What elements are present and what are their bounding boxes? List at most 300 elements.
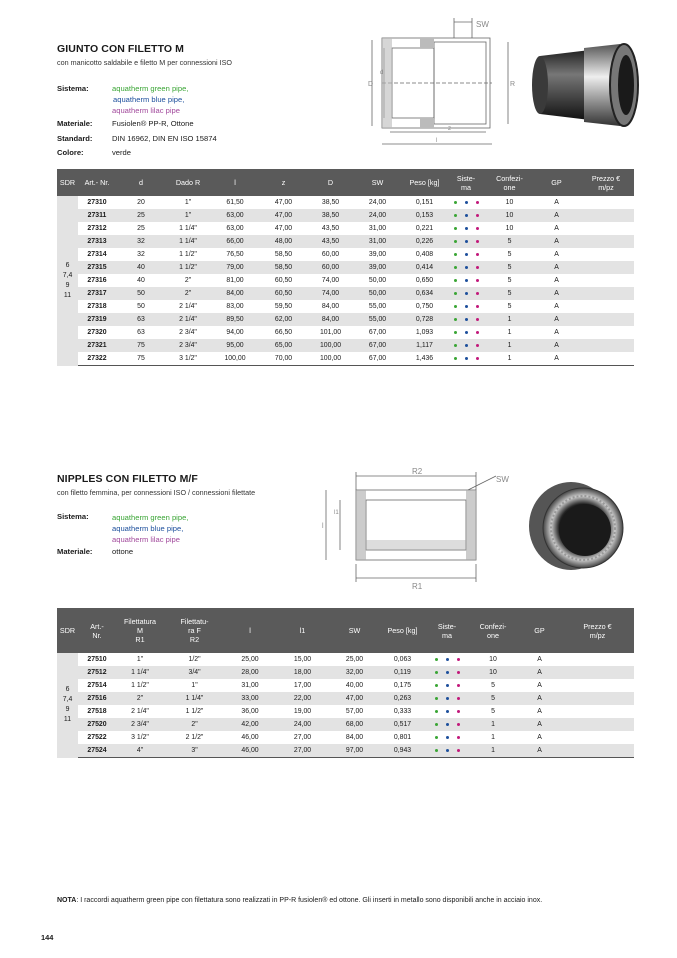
table-cell: 50,00 [354,287,401,300]
table-cell: A [537,656,542,663]
article-number: 27318 [87,303,107,310]
table-cell: 1 [491,734,495,741]
price-cell [578,287,634,300]
table-cell: 0,263 [379,692,426,705]
green-dot-icon [435,749,438,752]
colore-value: verde [112,148,131,157]
table-cell: 1/2" [188,656,201,663]
table-cell: 3" [164,744,225,758]
article-number: 27314 [87,251,107,258]
table-cell: 18,00 [275,666,330,679]
blue-dot-icon [465,331,468,334]
table-cell: 75 [116,339,166,352]
column-header: Siste- ma [448,169,484,196]
table-cell: 1,117 [401,339,448,352]
table-row [57,313,634,326]
table-cell: 0,221 [415,225,434,232]
colore-label: Colore: [57,148,84,157]
green-dot-icon [454,279,457,282]
column-header: GP [535,169,578,196]
table-cell: 19,00 [293,708,312,715]
blue-dot-icon [446,723,449,726]
blue-dot-icon [465,279,468,282]
table-cell: 0,517 [379,718,426,731]
lilac-dot-icon [476,292,479,295]
note-label: NOTA [57,897,77,904]
blue-dot-icon [446,684,449,687]
label-sw2: SW [496,475,509,484]
table-cell: 1 1/2" [166,261,210,274]
sistema-label: Sistema: [57,84,89,93]
table-cell: 68,00 [330,718,379,731]
table-row [57,653,634,666]
table-cell: 67,00 [368,329,387,336]
table-row [57,692,634,705]
table-cell: 60,00 [321,251,340,258]
table-cell: A [535,287,578,300]
green-dot-icon [454,292,457,295]
table-cell: A [554,199,559,206]
sistema-dots [448,326,484,339]
table-cell: 1 [468,744,518,758]
table-cell: 0,728 [401,313,448,326]
page-number: 144 [41,933,54,942]
sistema2-green: aquatherm green pipe, [112,513,189,522]
table-cell: 24,00 [368,199,387,206]
table-cell: 32,00 [330,666,379,679]
sistema-dots [448,248,484,261]
table-cell: 55,00 [354,313,401,326]
article-number: 27316 [87,277,107,284]
table-cell: 2 1/4" [131,708,149,715]
table-cell: 46,00 [225,744,275,758]
green-dot-icon [454,240,457,243]
table-cell: A [537,682,542,689]
lilac-dot-icon [457,710,460,713]
section2-title: NIPPLES CON FILETTO M/F [57,473,198,485]
lilac-dot-icon [476,240,479,243]
green-dot-icon [435,684,438,687]
table-cell: 3 1/2" [166,352,210,366]
table-cell: 63 [137,329,145,336]
column-header: SDR [57,169,78,196]
sdr-value: 9 [65,281,70,289]
table-cell: 61,50 [226,199,244,206]
table-cell: 1 [468,718,518,731]
sistema-dots [448,209,484,222]
article-number: 27311 [78,209,116,222]
lilac-dot-icon [476,305,479,308]
label-r2: R2 [412,467,423,476]
table-cell: 27,00 [293,734,312,741]
table-cell: 101,00 [319,329,342,336]
materiale-value: Fusiolen® PP-R, Ottone [112,119,194,128]
article-number: 27317 [78,287,116,300]
table-cell: A [554,329,559,336]
table-cell: A [518,666,561,679]
table-cell: A [535,235,578,248]
table-cell: 5 [468,692,518,705]
table-cell: 48,00 [260,235,307,248]
table-cell: 3 1/2" [131,734,149,741]
table-cell: 1,436 [401,352,448,366]
table-row [57,209,634,222]
table-cell: 17,00 [293,682,312,689]
table-cell: 5 [491,682,495,689]
table-cell: 50 [137,303,145,310]
table-row [57,261,634,274]
table-cell: 2 3/4" [116,718,164,731]
table-cell: 59,50 [274,303,293,310]
label-r1: R1 [412,582,423,591]
table-cell: 5 [484,261,535,274]
table-row [57,222,634,235]
table-cell: 5 [507,251,512,258]
standard-value: DIN 16962, DIN EN ISO 15874 [112,134,217,143]
table-cell: 50 [116,287,166,300]
table-cell: 31,00 [354,235,401,248]
table-cell: 10 [484,209,535,222]
table-cell: 31,00 [241,682,259,689]
article-number: 27522 [87,734,107,741]
table-cell: 1" [166,209,210,222]
blue-dot-icon [446,671,449,674]
table-cell: 66,50 [274,329,293,336]
article-number: 27516 [78,692,116,705]
joint-product-photo [528,40,643,132]
table-cell: 38,50 [321,199,340,206]
column-header: Prezzo € m/pz [561,608,634,653]
column-header: Siste- ma [426,608,468,653]
table-cell: A [554,251,559,258]
materiale-label: Materiale: [57,119,93,128]
sdr-value: 6 [65,261,70,269]
price-cell [578,209,634,222]
table-row [57,196,634,209]
article-number: 27310 [87,199,107,206]
green-dot-icon [454,201,457,204]
label-D: D [368,81,374,88]
sdr-value: 7,4 [62,696,73,704]
price-cell [561,679,634,692]
lilac-dot-icon [476,318,479,321]
table-cell: A [535,261,578,274]
column-header: Peso [kg] [379,608,426,653]
table-cell: 0,650 [415,277,434,284]
sistema-dots [426,718,468,731]
table-row [57,274,634,287]
table-cell: 67,00 [354,339,401,352]
table-cell: 0,414 [401,261,448,274]
table-cell: 15,00 [293,656,312,663]
green-dot-icon [454,305,457,308]
table-cell: 46,00 [241,734,259,741]
table-cell: 94,00 [226,329,244,336]
green-dot-icon [454,318,457,321]
column-header: z [260,169,307,196]
sdr-value: 9 [65,706,70,714]
price-cell [561,718,634,731]
price-cell [578,196,634,209]
table-cell: 60,50 [260,287,307,300]
price-cell [561,705,634,718]
lilac-dot-icon [476,227,479,230]
blue-dot-icon [465,214,468,217]
green-dot-icon [435,658,438,661]
lilac-dot-icon [476,279,479,282]
table-cell: 74,00 [307,287,354,300]
footnote [57,897,542,904]
green-dot-icon [454,227,457,230]
sistema-dots [448,196,484,209]
blue-dot-icon [465,344,468,347]
price-cell [578,248,634,261]
price-cell [578,222,634,235]
section1-title: GIUNTO CON FILETTO M [57,43,185,55]
table-cell: 2" [164,718,225,731]
table-cell: 63,00 [226,225,244,232]
label-R: R [510,81,516,88]
table-cell: 2" [166,287,210,300]
standard-label: Standard: [57,134,93,143]
blue-dot-icon [446,697,449,700]
price-cell [578,326,634,339]
article-number: 27319 [78,313,116,326]
lilac-dot-icon [457,684,460,687]
lilac-dot-icon [476,331,479,334]
table-cell: 43,50 [307,235,354,248]
sistema-dots [426,692,468,705]
table-cell: 0,634 [401,287,448,300]
blue-dot-icon [465,305,468,308]
blue-dot-icon [465,227,468,230]
green-dot-icon [435,671,438,674]
sdr-value: 11 [63,291,72,299]
table-cell: 0,153 [401,209,448,222]
table-cell: 81,00 [226,277,244,284]
article-number: 27312 [87,225,107,232]
blue-dot-icon [465,201,468,204]
table-cell: 4" [116,744,164,758]
sistema-dots [448,287,484,300]
table-cell: 89,50 [210,313,260,326]
table-cell: 84,00 [210,287,260,300]
blue-dot-icon [465,357,468,360]
table-cell: 95,00 [210,339,260,352]
table-row [57,235,634,248]
price-cell [561,744,634,758]
table-cell: 0,063 [393,656,412,663]
table-cell: 2 1/2" [185,734,204,741]
price-cell [578,339,634,352]
table-cell: 2 3/4" [179,329,197,336]
label-l2: l [322,523,324,530]
price-cell [561,731,634,744]
sistema-dots [426,705,468,718]
table-row [57,744,634,758]
table-cell: 58,50 [260,261,307,274]
lilac-dot-icon [457,736,460,739]
table-cell: 60,50 [274,277,293,284]
blue-dot-icon [446,710,449,713]
table-cell: 42,00 [225,718,275,731]
column-header: Art.- Nr. [78,608,116,653]
blue-dot-icon [465,253,468,256]
table-cell: 97,00 [330,744,379,758]
lilac-dot-icon [476,253,479,256]
table-cell: 63 [116,313,166,326]
sistema-dots [448,235,484,248]
table-cell: 60,00 [307,261,354,274]
sistema-dots [426,679,468,692]
table-cell: 25,00 [345,656,364,663]
table-cell: 25 [116,209,166,222]
price-cell [561,653,634,666]
sdr-value: 6 [65,686,70,694]
lilac-dot-icon [476,344,479,347]
joint-table [57,169,634,366]
table-cell: 40,00 [345,682,364,689]
label-sw: SW [476,20,489,29]
table-cell: 40 [116,261,166,274]
table-cell: 100,00 [210,352,260,366]
lilac-dot-icon [476,201,479,204]
sistema-lilac: aquatherm lilac pipe [112,106,180,115]
column-header: Confezi- one [484,169,535,196]
column-header: D [307,169,354,196]
price-cell [578,274,634,287]
table-row [57,248,634,261]
green-dot-icon [454,357,457,360]
table-cell: A [535,313,578,326]
note-text: : I raccordi aquatherm green pipe con filettatura sono realizzati in PP-R fusiolen® ed ottone. Gli inserti in metallo sono disponibili anche in acciaio inox. [76,897,543,904]
table-cell: 67,00 [354,352,401,366]
table-cell: A [554,303,559,310]
table-cell: A [518,744,561,758]
article-number: 27524 [78,744,116,758]
sdr-value: 7,4 [62,271,73,279]
table-cell: A [537,708,542,715]
table-cell: 25 [137,225,145,232]
column-header: l1 [275,608,330,653]
blue-dot-icon [446,749,449,752]
nipple-table [57,608,634,758]
blue-dot-icon [446,736,449,739]
blue-dot-icon [465,266,468,269]
green-dot-icon [454,266,457,269]
sistema2-blue: aquatherm blue pipe, [112,524,184,533]
table-cell: 1 1/2" [179,251,197,258]
article-number: 27518 [87,708,107,715]
table-row [57,666,634,679]
table-cell: 38,50 [307,209,354,222]
table-cell: 100,00 [307,339,354,352]
table-cell: 65,00 [260,339,307,352]
green-dot-icon [454,214,457,217]
label-d: d [380,70,384,76]
table-cell: 58,50 [274,251,293,258]
table-row [57,326,634,339]
table-cell: 43,50 [321,225,340,232]
table-cell: 0,408 [415,251,434,258]
table-cell: 0,151 [415,199,434,206]
column-header: Art.- Nr. [78,169,116,196]
sistema-dots [426,731,468,744]
table-cell: 100,00 [307,352,354,366]
table-cell: 2 3/4" [166,339,210,352]
table-cell: 10 [505,225,514,232]
table-cell: 0,943 [379,744,426,758]
sistema-dots [426,653,468,666]
table-cell: 24,00 [354,209,401,222]
column-header: Confezi- one [468,608,518,653]
table-cell: 0,226 [401,235,448,248]
green-dot-icon [454,253,457,256]
table-cell: 47,00 [274,225,293,232]
lilac-dot-icon [457,658,460,661]
table-row [57,718,634,731]
table-cell: 5 [484,235,535,248]
table-cell: 47,00 [274,199,293,206]
column-header: SDR [57,608,78,653]
table-cell: 57,00 [345,708,364,715]
label-z: z [448,126,451,132]
table-cell: 10 [468,666,518,679]
blue-dot-icon [446,658,449,661]
table-cell: 27,00 [275,744,330,758]
table-cell: 1,093 [415,329,434,336]
table-cell: A [535,339,578,352]
table-cell: 70,00 [260,352,307,366]
table-cell: 5 [507,303,512,310]
label-l: l [436,138,438,144]
table-cell: 55,00 [368,303,387,310]
sdr-cell [57,196,78,366]
table-cell: 33,00 [225,692,275,705]
table-cell: 5 [507,277,512,284]
article-number: 27313 [78,235,116,248]
table-row [57,300,634,313]
table-cell: 84,00 [307,313,354,326]
price-cell [578,313,634,326]
article-number: 27520 [78,718,116,731]
table-cell: 25,00 [241,656,259,663]
table-cell: 1 [484,313,535,326]
table-cell: 39,00 [368,251,387,258]
article-number: 27320 [87,329,107,336]
table-cell: 75 [116,352,166,366]
sistema-dots [448,300,484,313]
sistema-dots [426,666,468,679]
column-header: Prezzo € m/pz [578,169,634,196]
article-number: 27315 [78,261,116,274]
column-header: l [225,608,275,653]
table-cell: 76,50 [226,251,244,258]
table-cell: 1 1/4" [116,666,164,679]
table-cell: 10 [489,656,497,663]
table-cell: A [518,718,561,731]
price-cell [561,666,634,679]
sistema-dots [426,744,468,758]
table-cell: 74,00 [321,277,340,284]
sistema-dots [448,352,484,366]
price-cell [578,261,634,274]
lilac-dot-icon [457,671,460,674]
materiale2-value: ottone [112,547,134,556]
table-cell: 2" [116,692,164,705]
table-row [57,287,634,300]
table-cell: 1 [484,339,535,352]
